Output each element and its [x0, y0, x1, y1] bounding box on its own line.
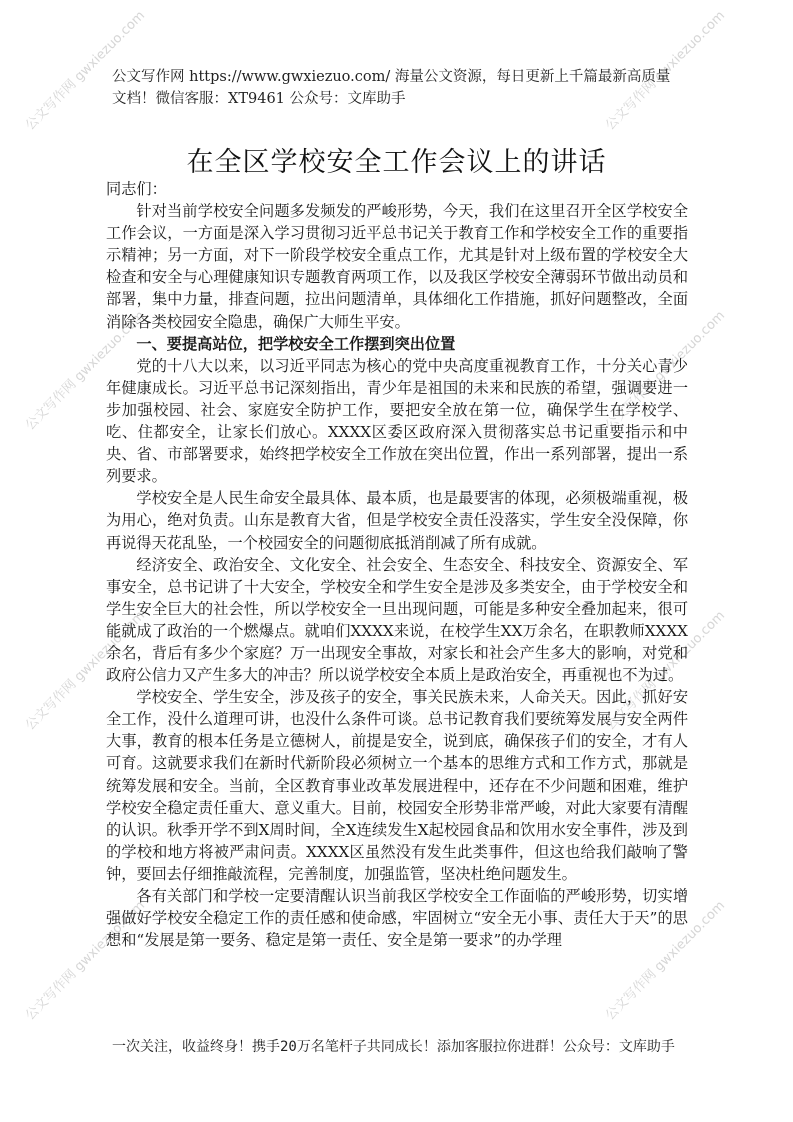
body-paragraph: 学校安全、学生安全，涉及孩子的安全，事关民族未来，人命关天。因此，抓好安全工作，没什么道理可讲，也没什么条件可谈。总书记教育我们要统筹发展与安全两件大事，教育的根本任务是立德树人，前提是安全，说到底，确保孩子们的安全，才有人可育。这就要求我们在新时代新阶段必须树立一个基本的思维方式和工作方式，那就是统筹发展和安全。当前，全区教育事业改革发展进程中，还存在不少问题和困难，维护学校安全稳定责任重大、意义重大。目前，校园安全形势非常严峻，对此大家要有清醒的认识。秋季开学不到X周时间，全X连续发生X起校园食品和饮用水安全事件，涉及到的学校和地方将被严肃问责。XXXX区虽然没有发生此类事件，但这也给我们敲响了警钟，要回去仔细推敲流程，完善制度，加强监管，坚决杜绝问题发生。 [106, 688, 688, 883]
watermark: 公文写作网 gwxiezuo.com [22, 898, 148, 1024]
watermark: 公文写作网 gwxiezuo.com [602, 8, 728, 134]
header-note: 公文写作网 https://www.gwxiezuo.com/ 海量公文资源，每日更新上千篇最新高质量文档！微信客服：XT9461 公众号：文库助手 [112, 69, 671, 107]
document-title: 在全区学校安全工作会议上的讲话 [186, 147, 607, 178]
body-paragraph: 经济安全、政治安全、文化安全、社会安全、生态安全、科技安全、资源安全、军事安全，总书记讲了十大安全，学校安全和学生安全是涉及多类安全，由于学校安全和学生安全巨大的社会性，所以学校安全一旦出现问题，可能是多种安全叠加起来，很可能就成了政治的一个燃爆点。就咱们XXXX来说，在校学生XX万余名，在职教师XXXX余名，背后有多少个家庭？万一出现安全事故，对家长和社会产生多大的影响，对党和政府公信力又产生多大的冲击？所以说学校安全本质上是政治安全，再重视也不为过。 [106, 555, 688, 685]
body-paragraph: 党的十八大以来，以习近平同志为核心的党中央高度重视教育工作，十分关心青少年健康成长。习近平总书记深刻指出，青少年是祖国的未来和民族的希望，强调要进一步加强校园、社会、家庭安全防护工作，要把安全放在第一位，确保学生在学校学、吃、住都安全，让家长们放心。XXXX区委区政府深入贯彻落实总书记重要指示和中央、省、市部署要求，始终把学校安全工作放在突出位置，作出一系列部署，提出一系列要求。 [106, 356, 688, 486]
watermark: 公文写作网 gwxiezuo.com [22, 308, 148, 434]
section-heading: 一、要提高站位，把学校安全工作摆到突出位置 [136, 334, 456, 353]
watermark: 公文写作网 gwxiezuo.com [602, 308, 728, 434]
body-paragraph: 各有关部门和学校一定要清醒认识当前我区学校安全工作面临的严峻形势，切实增强做好学校安全稳定工作的责任感和使命感，牢固树立“安全无小事、责任大于天”的思想和“发展是第一要务、稳定是第一责任、安全是第一要求”的办学理 [106, 887, 688, 950]
salutation: 同志们： [106, 180, 167, 198]
watermark: 公文写作网 gwxiezuo.com [22, 608, 148, 734]
intro-paragraph: 针对当前学校安全问题多发频发的严峻形势，今天，我们在这里召开全区学校安全工作会议，一方面是深入学习贯彻习近平总书记关于教育工作和学校安全工作的重要指示精神；另一方面，对下一阶段学校安全重点工作，尤其是针对上级布置的学校安全大检查和安全与心理健康知识专题教育两项工作，以及我区学校安全薄弱环节做出动员和部署，集中力量，排查问题，拉出问题清单，具体细化工作措施，抓好问题整改，全面消除各类校园安全隐患，确保广大师生平安。 [106, 202, 688, 331]
watermark: 公文写作网 gwxiezuo.com [602, 608, 728, 734]
watermark: 公文写作网 gwxiezuo.com [602, 898, 728, 1024]
footer-note: 一次关注，收益终身！携手20万名笔杆子共同成长！添加客服拉你进群！公众号：文库助手 [112, 1039, 675, 1055]
document-body [106, 178, 688, 951]
watermark: 公文写作网 gwxiezuo.com [22, 8, 148, 134]
body-paragraph: 学校安全是人民生命安全最具体、最本质，也是最要害的体现，必须极端重视，极为用心，绝对负责。山东是教育大省，但是学校安全责任没落实，学生安全没保障，你再说得天花乱坠，一个校园安全的问题彻底抵消削减了所有成就。 [106, 489, 688, 552]
